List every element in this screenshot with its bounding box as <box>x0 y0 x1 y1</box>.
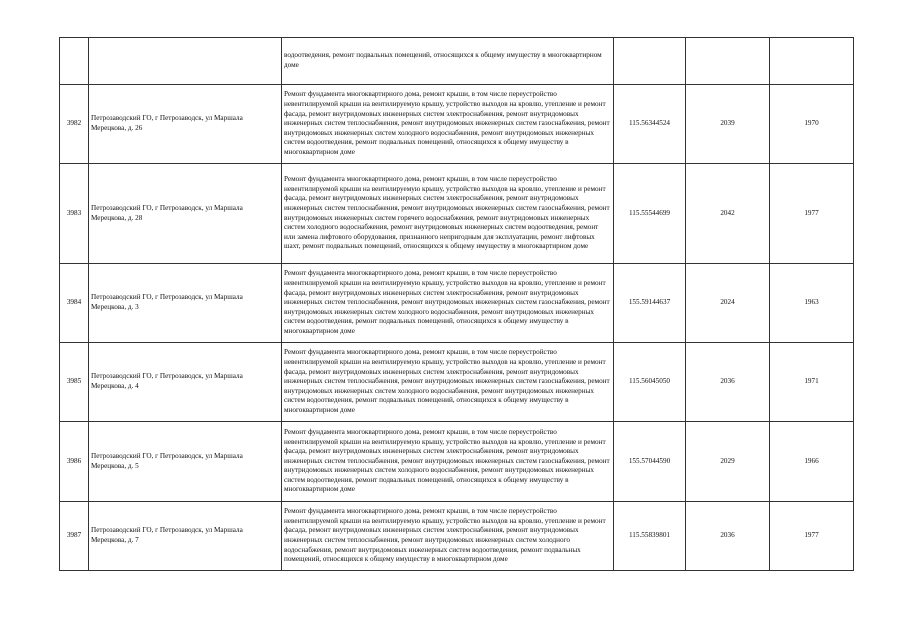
house-area: 155.57044590 <box>614 422 686 502</box>
repair-year: 2024 <box>686 264 770 343</box>
repair-works: Ремонт фундамента многоквартирного дома, ремонт крыши, в том числе переустройство невентилируемой крыши на вентилируемую крышу, устройство выходов на кровлю, утепление и ремонт фасада, ремонт внутридомовых инженерных систем электроснабжения, ремонт внутридомовых инженерных систем теплоснабжения, ремонт внутридомовых инженерных систем газоснабжения, ремонт внутридомовых инженерных систем горячего водоснабжения, ремонт внутридомовых инженерных систем холодного водоснабжения, ремонт внутридомовых инженерных систем водоотведения, ремонт или замена лифтового оборудования, признанного непригодным для эксплуатации, ремонт лифтовых шахт, ремонт подвальных помещений, относящихся к общему имуществу в многоквартирном доме <box>282 164 614 264</box>
table-row <box>60 264 854 343</box>
row-number: 3983 <box>60 164 89 264</box>
table-row <box>60 38 854 85</box>
house-area: 115.56045050 <box>614 343 686 422</box>
repair-year: 2039 <box>686 85 770 164</box>
table-row <box>60 164 854 264</box>
row-number: 3987 <box>60 502 89 571</box>
build-year: 1966 <box>770 422 854 502</box>
repair-year <box>686 38 770 85</box>
house-address: Петрозаводский ГО, г Петрозаводск, ул Маршала Мерецкова, д. 4 <box>89 343 282 422</box>
house-area: 115.55544699 <box>614 164 686 264</box>
capital-repair-table <box>59 37 854 571</box>
repair-works: Ремонт фундамента многоквартирного дома, ремонт крыши, в том числе переустройство невентилируемой крыши на вентилируемую крышу, устройство выходов на кровлю, утепление и ремонт фасада, ремонт внутридомовых инженерных систем электроснабжения, ремонт внутридомовых инженерных систем теплоснабжения, ремонт внутридомовых инженерных систем газоснабжения, ремонт внутридомовых инженерных систем холодного водоснабжения, ремонт внутридомовых инженерных систем водоотведения, ремонт подвальных помещений, относящихся к общему имуществу в многоквартирном доме <box>282 85 614 164</box>
repair-year: 2042 <box>686 164 770 264</box>
house-address: Петрозаводский ГО, г Петрозаводск, ул Маршала Мерецкова, д. 7 <box>89 502 282 571</box>
row-number: 3986 <box>60 422 89 502</box>
table-row <box>60 85 854 164</box>
house-area <box>614 38 686 85</box>
repair-year: 2036 <box>686 502 770 571</box>
build-year: 1963 <box>770 264 854 343</box>
row-number: 3984 <box>60 264 89 343</box>
house-address: Петрозаводский ГО, г Петрозаводск, ул Маршала Мерецкова, д. 28 <box>89 164 282 264</box>
repair-works: Ремонт фундамента многоквартирного дома, ремонт крыши, в том числе переустройство невентилируемой крыши на вентилируемую крышу, устройство выходов на кровлю, утепление и ремонт фасада, ремонт внутридомовых инженерных систем электроснабжения, ремонт внутридомовых инженерных систем теплоснабжения, ремонт внутридомовых инженерных систем газоснабжения, ремонт внутридомовых инженерных систем холодного водоснабжения, ремонт внутридомовых инженерных систем водоотведения, ремонт подвальных помещений, относящихся к общему имуществу в многоквартирном доме <box>282 343 614 422</box>
table-row <box>60 502 854 571</box>
table-row <box>60 343 854 422</box>
row-number <box>60 38 89 85</box>
build-year <box>770 38 854 85</box>
house-area: 155.59144637 <box>614 264 686 343</box>
row-number: 3982 <box>60 85 89 164</box>
repair-works: водоотведения, ремонт подвальных помещений, относящихся к общему имуществу в многоквартирном доме <box>282 38 614 85</box>
repair-works: Ремонт фундамента многоквартирного дома, ремонт крыши, в том числе переустройство невентилируемой крыши на вентилируемую крышу, устройство выходов на кровлю, утепление и ремонт фасада, ремонт внутридомовых инженерных систем электроснабжения, ремонт внутридомовых инженерных систем теплоснабжения, ремонт внутридомовых инженерных систем газоснабжения, ремонт внутридомовых инженерных систем холодного водоснабжения, ремонт внутридомовых инженерных систем водоотведения, ремонт подвальных помещений, относящихся к общему имуществу в многоквартирном доме <box>282 264 614 343</box>
house-address <box>89 38 282 85</box>
build-year: 1977 <box>770 502 854 571</box>
house-area: 115.55839801 <box>614 502 686 571</box>
build-year: 1977 <box>770 164 854 264</box>
repair-works: Ремонт фундамента многоквартирного дома, ремонт крыши, в том числе переустройство невентилируемой крыши на вентилируемую крышу, устройство выходов на кровлю, утепление и ремонт фасада, ремонт внутридомовых инженерных систем электроснабжения, ремонт внутридомовых инженерных систем теплоснабжения, ремонт внутридомовых инженерных систем холодного водоснабжения, ремонт внутридомовых инженерных систем водоотведения, ремонт подвальных помещений, относящихся к общему имуществу в многоквартирном доме <box>282 502 614 571</box>
house-address: Петрозаводский ГО, г Петрозаводск, ул Маршала Мерецкова, д. 5 <box>89 422 282 502</box>
repair-year: 2029 <box>686 422 770 502</box>
house-area: 115.56344524 <box>614 85 686 164</box>
build-year: 1971 <box>770 343 854 422</box>
build-year: 1970 <box>770 85 854 164</box>
house-address: Петрозаводский ГО, г Петрозаводск, ул Маршала Мерецкова, д. 26 <box>89 85 282 164</box>
repair-year: 2036 <box>686 343 770 422</box>
table-row <box>60 422 854 502</box>
repair-works: Ремонт фундамента многоквартирного дома, ремонт крыши, в том числе переустройство невентилируемой крыши на вентилируемую крышу, устройство выходов на кровлю, утепление и ремонт фасада, ремонт внутридомовых инженерных систем электроснабжения, ремонт внутридомовых инженерных систем теплоснабжения, ремонт внутридомовых инженерных систем газоснабжения, ремонт внутридомовых инженерных систем холодного водоснабжения, ремонт внутридомовых инженерных систем водоотведения, ремонт подвальных помещений, относящихся к общему имуществу в многоквартирном доме <box>282 422 614 502</box>
row-number: 3985 <box>60 343 89 422</box>
house-address: Петрозаводский ГО, г Петрозаводск, ул Маршала Мерецкова, д. 3 <box>89 264 282 343</box>
